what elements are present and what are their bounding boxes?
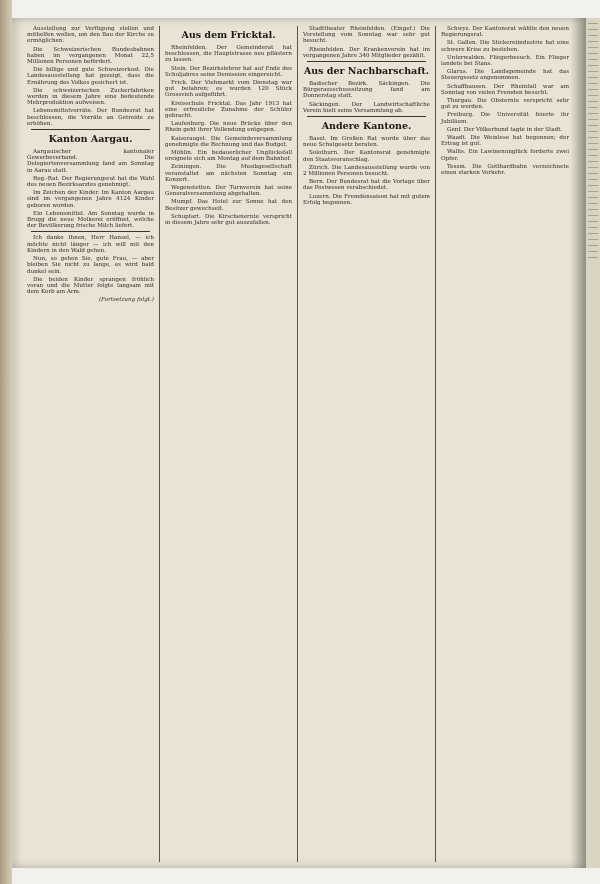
continuation-note: (Fortsetzung folgt.) bbox=[98, 297, 154, 304]
section-rule bbox=[307, 116, 426, 117]
col2-paragraph: Zeiningen. Die Musikgesellschaft veranstaltet am nächsten Sonntag ein Konzert. bbox=[165, 164, 292, 183]
col2-paragraph: Stein. Der Bezirkslehrer hat auf Ende des Schuljahres seine Demission eingereicht. bbox=[165, 65, 292, 78]
col2-paragraph: Möhlin. Ein bedauerlicher Unglücksfall ereignete sich am Montag auf dem Bahnhof. bbox=[165, 150, 292, 163]
section-rule bbox=[307, 61, 426, 62]
column-2 bbox=[160, 26, 298, 862]
col1-paragraph: Ausstellung zur Verfügung stellen und mithelfen wollen, um den Bau der Kirche zu ermöglichen. bbox=[27, 26, 154, 45]
section-title-kanton-aargau: Kanton Aargau. bbox=[48, 134, 133, 146]
section-title-fricktal: Aus dem Fricktal. bbox=[181, 30, 276, 41]
col3-paragraph: Basel. Im Großen Rat wurde über das neue Schulgesetz beraten. bbox=[303, 136, 430, 149]
col2-paragraph: Kaiseraugst. Die Gemeindeversammlung genehmigte die Rechnung und das Budget. bbox=[165, 135, 292, 148]
column-3 bbox=[298, 26, 436, 862]
col1-paragraph: Reg.-Rat. Der Regierungsrat hat die Wahl des neuen Bezirksarztes genehmigt. bbox=[27, 175, 154, 189]
section-rule bbox=[31, 231, 150, 232]
col3-paragraph: Luzern. Die Fremdensaison hat mit gutem Erfolg begonnen. bbox=[303, 193, 430, 206]
col3-paragraph: Rheinfelden. Der Krankenverein hat im vergangenen Jahre 340 Mitglieder gezählt. bbox=[303, 46, 430, 59]
col2-paragraph: Schupfart. Die Kirschenernte verspricht in diesem Jahre sehr gut auszufallen. bbox=[165, 213, 292, 227]
col3-paragraph: Solothurn. Der Kantonsrat genehmigte den Staatsvoranschlag. bbox=[303, 150, 430, 163]
col4-paragraph: Glarus. Die Landsgemeinde hat das Steuergesetz angenommen. bbox=[441, 69, 569, 82]
col4-paragraph: Tessin. Die Gotthardbahn verzeichnete einen starken Verkehr. bbox=[441, 163, 569, 177]
col1-paragraph: Die beiden Kinder sprangen fröhlich voran und die Mutter folgte langsam mit dem Korb am Arm. bbox=[27, 276, 154, 296]
next-page-edge bbox=[586, 18, 600, 868]
col4-paragraph: Unterwalden. Fliegerbesuch. Ein Flieger landete bei Stans. bbox=[441, 54, 569, 68]
newspaper-page bbox=[12, 18, 586, 868]
gutter-shadow bbox=[570, 18, 586, 868]
col2-paragraph: Laufenburg. Die neue Brücke über den Rhein geht ihrer Vollendung entgegen. bbox=[165, 121, 292, 134]
col2-paragraph: Rheinfelden. Der Gemeinderat hat beschlossen, die Hauptstrasse neu pflästern zu lassen. bbox=[165, 45, 292, 64]
col1-paragraph: Ein Lebensmittel. Am Sonntag wurde in Brugg die neue Molkerei eröffnet, welche der Bevölkerung frische Milch liefert. bbox=[27, 210, 154, 230]
section-title-nachbarschaft: Aus der Nachbarschaft. bbox=[303, 66, 430, 78]
col3-paragraph: Zürich. Die Landesausstellung wurde von 2 Millionen Personen besucht. bbox=[303, 164, 430, 178]
col1-paragraph: Nun, so gehen Sie, gute Frau, — aber bleiben Sie nicht zu lange, es wird bald dunkel sein. bbox=[27, 256, 154, 275]
col2-paragraph: Kreisschule Fricktal. Das Jahr 1913 hat eine erfreuliche Zunahme der Schüler gebracht. bbox=[165, 100, 292, 120]
section-rule bbox=[31, 129, 150, 130]
col1-paragraph: Die schweizerischen Zuckerfabriken werden in diesem Jahre eine bedeutende Mehrproduktion aufweisen. bbox=[27, 87, 154, 107]
col3-paragraph: Stadttheater Rheinfelden. (Eingef.) Die Vorstellung vom Sonntag war sehr gut besucht. bbox=[303, 26, 430, 45]
col4-paragraph: Freiburg. Die Universität feierte ihr Jubiläum. bbox=[441, 112, 569, 125]
col2-paragraph: Frick. Der Viehmarkt vom Dienstag war gut befahren; es wurden 120 Stück Grossvieh aufgeführt. bbox=[165, 80, 292, 99]
col1-paragraph: Im Zeichen der Kinder. Im Kanton Aargau sind im vergangenen Jahre 4124 Kinder geboren worden. bbox=[27, 190, 154, 209]
column-1 bbox=[22, 26, 160, 862]
col1-paragraph: Die billige und gute Schweizerkost. Die Landesausstellung hat gezeigt, dass die Ernährung des Volkes gesichert ist. bbox=[27, 67, 154, 86]
col4-paragraph: Schaffhausen. Der Rheinfall war am Sonntag von vielen Fremden besucht. bbox=[441, 83, 569, 96]
col1-paragraph: Die Schweizerischen Bundesbahnen haben im vergangenen Monat 22,5 Millionen Personen befördert. bbox=[27, 46, 154, 66]
col4-paragraph: Schwyz. Der Kantonsrat wählte den neuen Regierungsrat. bbox=[441, 26, 569, 39]
text-columns bbox=[22, 26, 574, 862]
column-4 bbox=[436, 26, 574, 862]
col4-paragraph: St. Gallen. Die Stickereiindustrie hat eine schwere Krise zu bestehen. bbox=[441, 40, 569, 53]
col4-paragraph: Wallis. Ein Lawinenunglück forderte zwei Opfer. bbox=[441, 149, 569, 162]
col4-paragraph: Genf. Der Völkerbund tagte in der Stadt. bbox=[447, 126, 563, 133]
col2-paragraph: Mumpf. Das Hotel zur Sonne hat den Besitzer gewechselt. bbox=[165, 199, 292, 212]
col3-paragraph: Säckingen. Der Landwirtschaftliche Verein hielt seine Versammlung ab. bbox=[303, 101, 430, 114]
section-title-andere-kantone: Andere Kantone. bbox=[321, 121, 412, 133]
col1-paragraph: Lebensmittelvorräte. Der Bundesrat hat beschlossen, die Vorräte an Getreide zu erhöhen. bbox=[27, 108, 154, 127]
col1-paragraph: Ich danke Ihnen, Herr Hansel, — ich möchte nicht länger — ich will mit den Kindern in den Wald gehen. bbox=[27, 235, 154, 254]
col2-paragraph: Wegenstetten. Der Turnverein hat seine Generalversammlung abgehalten. bbox=[165, 185, 292, 198]
col3-paragraph: Badischer Bezirk. Säckingen. Die Bürgerausschusssitzung fand am Donnerstag statt. bbox=[303, 81, 430, 100]
col4-paragraph: Thurgau. Die Obsternte verspricht sehr gut zu werden. bbox=[441, 98, 569, 111]
book-left-edge bbox=[0, 0, 12, 884]
col1-paragraph: Aargauischer kantonaler Gewerbeverband. Die Delegiertenversammlung fand am Sonntag in Aarau statt. bbox=[27, 149, 154, 174]
col3-paragraph: Bern. Der Bundesrat hat die Vorlage über das Postwesen verabschiedet. bbox=[303, 179, 430, 192]
col4-paragraph: Waadt. Die Weinlese hat begonnen; der Ertrag ist gut. bbox=[441, 135, 569, 148]
